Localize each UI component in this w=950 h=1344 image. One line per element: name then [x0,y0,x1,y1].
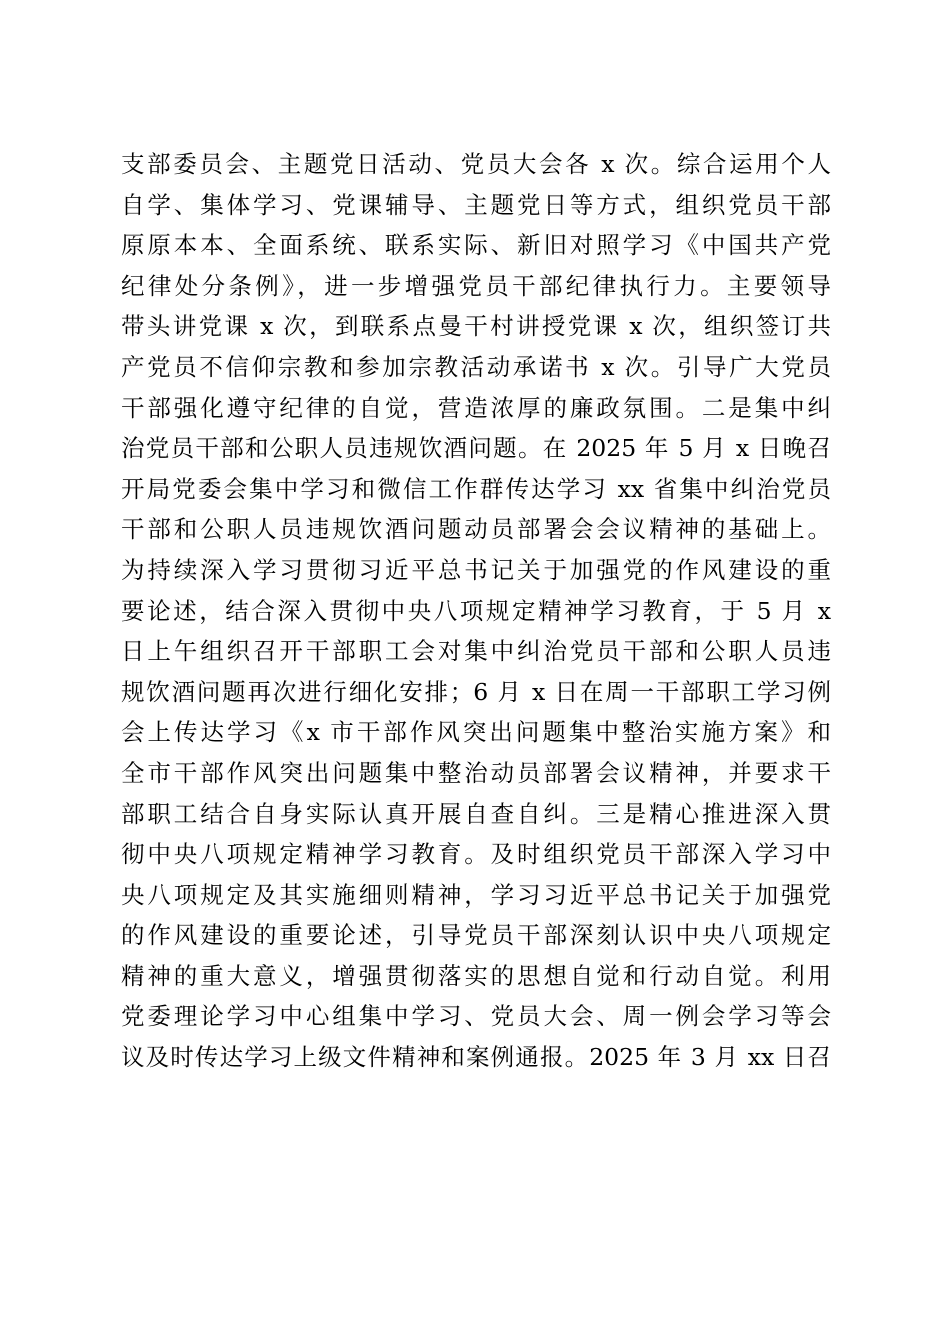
text-line: 干部和公职人员违规饮酒问题动员部署会会议精神的基础上。 [121,515,831,544]
body-paragraph [121,144,831,1078]
text-line: 精神的重大意义，增强贯彻落实的思想自觉和行动自觉。利用 [121,961,831,990]
text-line: 要论述，结合深入贯彻中央八项规定精神学习教育，于 5 月 x [121,596,831,625]
text-line: 央八项规定及其实施细则精神，学习习近平总书记关于加强党 [121,880,831,909]
text-line: 规饮酒问题再次进行细化安排；6 月 x 日在周一干部职工学习例 [121,677,831,706]
text-line: 开局党委会集中学习和微信工作群传达学习 xx 省集中纠治党员 [121,474,831,503]
text-line: 为持续深入学习贯彻习近平总书记关于加强党的作风建设的重 [121,555,831,584]
text-line: 日上午组织召开干部职工会对集中纠治党员干部和公职人员违 [121,637,831,666]
text-line: 自学、集体学习、党课辅导、主题党日等方式，组织党员干部 [121,190,831,219]
text-line: 纪律处分条例》，进一步增强党员干部纪律执行力。主要领导 [121,271,831,300]
text-line: 治党员干部和公职人员违规饮酒问题。在 2025 年 5 月 x 日晚召 [121,434,831,463]
text-line: 的作风建设的重要论述，引导党员干部深刻认识中央八项规定 [121,921,831,950]
text-line: 党委理论学习中心组集中学习、党员大会、周一例会学习等会 [121,1002,831,1031]
text-line: 全市干部作风突出问题集中整治动员部署会议精神，并要求干 [121,758,831,787]
text-line: 部职工结合自身实际认真开展自查自纠。三是精心推进深入贯 [121,799,831,828]
text-line: 原原本本、全面系统、联系实际、新旧对照学习《中国共产党 [121,231,831,260]
text-line: 会上传达学习《x 市干部作风突出问题集中整治实施方案》和 [121,718,831,747]
text-line: 干部强化遵守纪律的自觉，营造浓厚的廉政氛围。二是集中纠 [121,393,831,422]
text-line: 议及时传达学习上级文件精神和案例通报。2025 年 3 月 xx 日召 [121,1043,831,1072]
text-line: 彻中央八项规定精神学习教育。及时组织党员干部深入学习中 [121,840,831,869]
text-line: 产党员不信仰宗教和参加宗教活动承诺书 x 次。引导广大党员 [121,352,831,381]
text-line: 带头讲党课 x 次，到联系点曼干村讲授党课 x 次，组织签订共 [121,312,831,341]
text-line: 支部委员会、主题党日活动、党员大会各 x 次。综合运用个人 [121,150,831,178]
